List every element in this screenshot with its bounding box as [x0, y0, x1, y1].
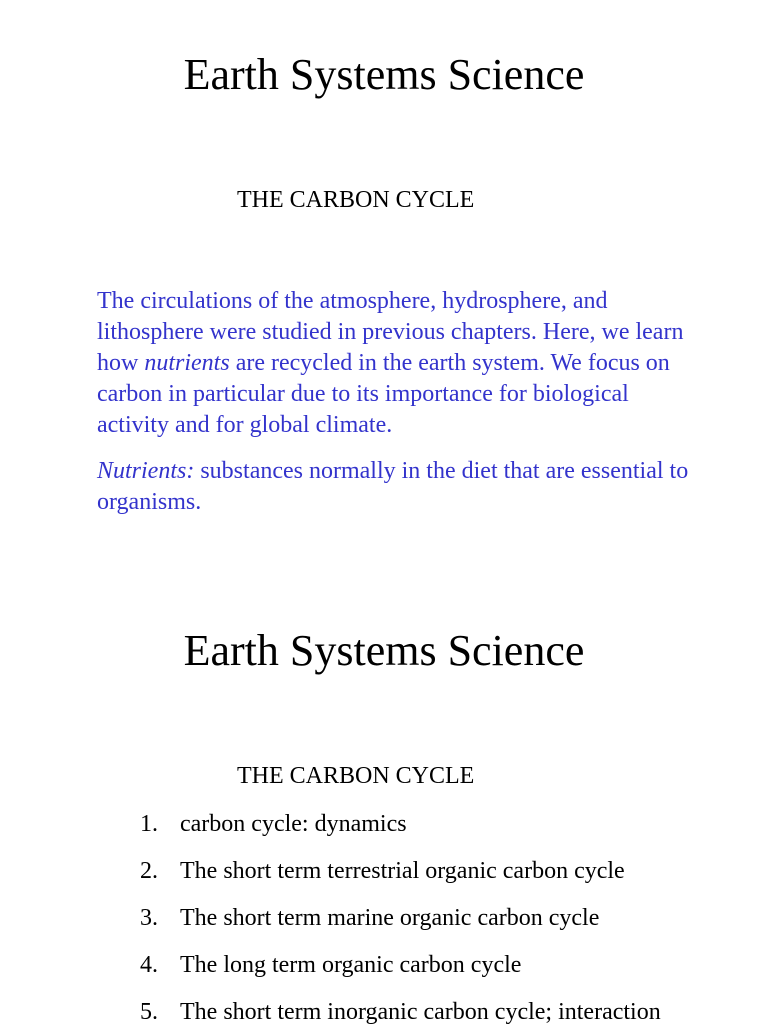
slide-1-title: Earth Systems Science	[183, 50, 585, 99]
outline-number: 5.	[140, 999, 158, 1024]
outline-number: 1.	[140, 811, 158, 837]
slide-2-title: Earth Systems Science	[183, 626, 585, 675]
outline-text: The short term inorganic carbon cycle; interaction	[180, 999, 661, 1024]
outline-item	[140, 809, 661, 856]
intro-text-part1: The circulations of the atmosphere, hydrosphere, and lithosphere were studied in previous chapters. Here, we learn how	[97, 288, 684, 376]
outline-text: The long term organic carbon cycle	[180, 952, 522, 978]
definition-text: substances normally in the diet that are essential to organisms.	[97, 458, 689, 515]
definition-term: Nutrients:	[97, 458, 195, 484]
outline-number: 4.	[140, 952, 158, 978]
slide-2	[0, 576, 768, 1024]
outline-text: carbon cycle: dynamics	[180, 811, 407, 837]
outline-item	[140, 950, 661, 997]
outline-item	[140, 997, 661, 1024]
outline-text: The short term terrestrial organic carbon cycle	[180, 858, 625, 884]
slide-1-subtitle: THE CARBON CYCLE	[237, 187, 475, 213]
outline-item	[140, 856, 661, 903]
intro-paragraph	[97, 286, 697, 441]
intro-text-part2: are recycled in the earth system. We focus on carbon in particular due to its importance for biological activity and for global climate.	[97, 350, 670, 438]
nutrients-emphasis: nutrients	[144, 350, 230, 376]
slide-2-subtitle: THE CARBON CYCLE	[237, 763, 475, 789]
topic-outline	[140, 809, 661, 1024]
definition-paragraph	[97, 456, 697, 518]
outline-number: 2.	[140, 858, 158, 884]
outline-number: 3.	[140, 905, 158, 931]
outline-item	[140, 903, 661, 950]
outline-text: The short term marine organic carbon cycle	[180, 905, 600, 931]
